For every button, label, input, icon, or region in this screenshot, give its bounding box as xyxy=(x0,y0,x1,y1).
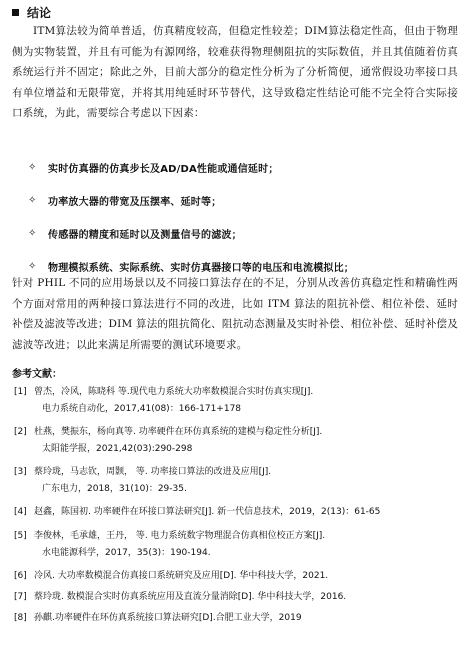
factor-list xyxy=(28,151,448,283)
reference-item xyxy=(14,464,464,504)
reference-number: [6] xyxy=(14,571,27,581)
reference-source: 水电能源科学，2017，35(3)：190-194. xyxy=(42,548,211,558)
reference-text: 杜燕，樊振东，杨向真等. 功率硬件在环仿真系统的建模与稳定性分析[J]. xyxy=(34,427,323,437)
reference-text: 蔡玲珑. 数模混合实时仿真系统应用及直流分量消除[D]. 华中科技大学，2016. xyxy=(34,592,347,602)
conclusion-paragraph-1: ITM算法较为简单普适，仿真精度较高，但稳定性较差；DIM算法稳定性高，但由于物理侧为实物装置，并且有可能为有源网络，较难获得物理侧阻抗的实际数值，并且其值随着仿真系统运行并不固定；除此之外，目前大部分的稳定性分析为了分析简便，通常假设功率接口具有单位增益和无限带宽，并将其用纯延时环节替代，这导致稳定性结论可能不完全符合实际接口系统，为此，需要综合考虑以下因素： xyxy=(12,25,458,119)
reference-item xyxy=(14,528,464,568)
factor-text: 传感器的精度和延时以及测量信号的滤波； xyxy=(48,230,242,241)
reference-number: [5] xyxy=(14,531,27,541)
factor-item xyxy=(28,151,448,184)
square-bullet-icon xyxy=(12,9,19,16)
factor-item xyxy=(28,184,448,217)
reference-source: 太阳能学报，2021,42(03):290-298 xyxy=(42,444,193,454)
reference-text: 孙麒.功率硬件在环仿真系统接口算法研究[D].合肥工业大学，2019 xyxy=(34,613,302,623)
reference-source: 广东电力，2018，31(10)：29-35. xyxy=(42,484,187,494)
reference-list xyxy=(14,384,464,630)
reference-number: [1] xyxy=(14,387,27,397)
reference-source: 电力系统自动化，2017,41(08)：166-171+178 xyxy=(42,404,242,414)
reference-text: 冷风. 大功率数模混合仿真接口系统研究及应用[D]. 华中科技大学，2021. xyxy=(34,571,329,581)
diamond-bullet-icon: ✧ xyxy=(28,195,37,206)
section-title: 结论 xyxy=(27,6,52,20)
diamond-bullet-icon: ✧ xyxy=(28,228,37,239)
reference-item xyxy=(14,568,464,589)
section-heading xyxy=(12,4,51,21)
reference-item xyxy=(14,504,464,528)
reference-item xyxy=(14,589,464,610)
reference-text: 曾杰，冷风，陈晓科 等.现代电力系统大功率数模混合实时仿真实现[J]. xyxy=(34,387,314,397)
reference-text: 李俊林，毛承雄，王丹， 等. 电力系统数字物理混合仿真相位校正方案[J]. xyxy=(34,531,326,541)
reference-number: [2] xyxy=(14,427,27,437)
diamond-bullet-icon: ✧ xyxy=(28,261,37,272)
reference-item xyxy=(14,384,464,424)
factor-text: 物理模拟系统、实际系统、实时仿真器接口等的电压和电流模拟比； xyxy=(48,263,354,274)
diamond-bullet-icon: ✧ xyxy=(28,162,37,173)
reference-item xyxy=(14,610,464,630)
factor-text: 实时仿真器的仿真步长及AD/DA性能或通信延时； xyxy=(48,164,279,175)
factor-text: 功率放大器的带宽及压摆率、延时等； xyxy=(48,197,222,208)
factor-item xyxy=(28,217,448,250)
reference-number: [3] xyxy=(14,467,27,477)
references-title: 参考文献： xyxy=(12,369,62,380)
reference-item xyxy=(14,424,464,464)
reference-text: 赵鑫，陈国初. 功率硬件在环接口算法研究[J]. 新一代信息技术，2019，2(13)：61-65 xyxy=(34,507,381,517)
reference-text: 蔡玲珑，马志钦，周颢， 等. 功率接口算法的改进及应用[J]. xyxy=(34,467,272,477)
reference-number: [4] xyxy=(14,507,27,517)
conclusion-paragraph-2: 针对 PHIL 不同的应用场景以及不同接口算法存在的不足，分别从改善仿真稳定性和精确性两个方面对常用的两种接口算法进行不同的改进，比如 ITM 算法的阻抗补偿、相位补偿、延时补偿及滤波等改进；DIM 算法的阻抗简化、阻抗动态测量及实时补偿、相位补偿、延时补偿及滤波等改进；以此来满足所需要的测试环境要求。 xyxy=(12,277,458,351)
reference-number: [7] xyxy=(14,592,27,602)
reference-number: [8] xyxy=(14,613,27,623)
